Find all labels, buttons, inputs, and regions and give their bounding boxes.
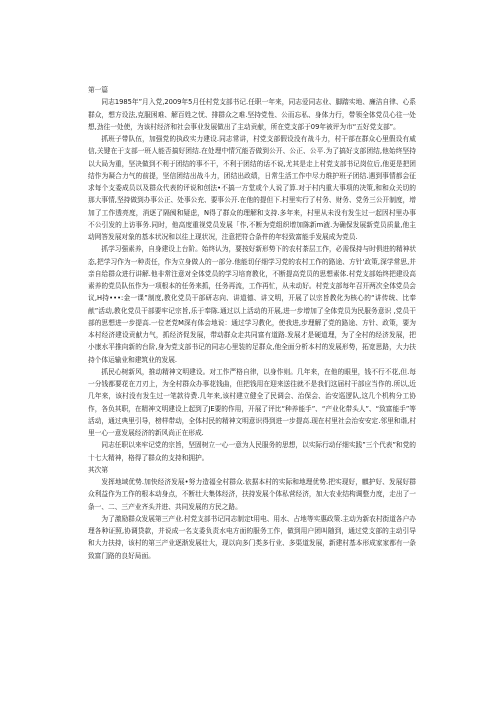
body-paragraph: 发挥地域优势.加快经济发展•努力造福全村群众.依据本村的实际和地理优势.把实现好，麒护好、发展好群众利益作为工作的根本动身点，不断壮大集体经济，扶持发展个体私营经济，加大农业结构调整力度，走出了一条一、二、三产业齐头并进、共同发展的方民之路。 [88,478,416,511]
body-paragraph: 抓民心树新风，推动精神文明建设。对工作严格自律，以身作则。几年来，在他的眼里，钱不行不花,但.每一分钱都要花在刀刃上，为全村群众办事花钱曲，但把钱用在迎来送往就不是我们这届村干部应当作的.所以,近几年来，该村没有发生过一笔款待费.几年来,该村建立健全了民调会、治保会、治安巡逻队,这几个机构分工协作，各负其职，在精神文明建设上起到了JE要的作用，开展了评比“种养能手”、“产业化带头人”、“致富能手”等活动，通过典里引导，榜样带动，全体村民的精神文明意识得到进一步提高.现在村里社会治安安定.邻里和谐,村里一心一意发展经济的新风尚正在形成. [88,367,416,437]
body-paragraph: 同志1985年”月入党,2009年5月任村党支部书记.任职一年来，同志爱同志业、脚踏实地、廉洁自律、心系群众，想方设法,克服困难、解百姓之忧、排群众之难.坚持党性、公而忘私、身体力行，带领全体党员心往一处想,劲往一处使，为该村经济和社会事业发展做出了主动贡献，所在党支部于09年被评为市“五好党支部”。 [88,98,416,131]
section-heading-1: 第一篇 [88,86,109,94]
document-page [88,84,416,562]
body-paragraph: 抓学习强素养，自身建设上台阶。始终认为，要按好新形势下的农村茶层工作，必需保持与时俱进的精神状态,把学习作为一种责任，作为立身做人的一部分.他能切仔细学习党的农村工作的路途、方针'政策,深学常思,并亲自给群众进行讲解.他非常注意对全体党员的学习培育教化，不断提高党员的思想素体.村党支部始终把建设高素养的党员队伍作为一项根本的任务来抓，任务再流，工作再忙，从未动好。村党支部每年召开两次全体党员会议,H持•••:金一课”制度,教化党员干部研志向、讲道德、讲文明，开展了以宗旨教化为核心的“讲传统、比奉献”活动,教化党员干部要牢记宗旨,乐于奉陈.通过以上活动的开展,进一步增加了全体党员为民服务意识 ,党员干部的思想进一步提高.一位老党M深有体会地说：通过学习教化，使我进,步理解了党的路途、方针、政策，要为本村经济建设贡献力气，抓经济促发展，带动群众走共同富有道路.发展才是硬道理，为了全村的经济发展，把小康水平推向新的台阶,身为党支部书记的同志心里装的足群众,他全面分析本村的发展形势，拓宽思路，大力扶持个体运输业和建筑业的发展. [88,245,416,364]
body-paragraph: 抓班子带队伍，加强党的执政实力建设.同志常讲，村党支部假设没有战斗力，村干部在群众心里假设有威信,关键在于支部一班人能否搞好团结.在处理中情冗能否做到公开、公正、公平.为了搞好支部团结,他始终坚持以大局为重，坚决做到不利于团结的事不干，不利于团结的话不说,尤其是走上村党支部书记岗位后,他更是把团结作为凝合力气的前提，坚信团结出战斗力，团结出政绩，日常生活工作中尽力维护班子团结.遇到事情都会征求每个支委成员以及群众代表的评说和创法•不搞一方堂或个人说了算.对于村内重大事项的决策,和和众关切的那大事情,坚持做到办事公正、处事公充、要事公开.在他的提但下.村里实行了村务、财务、党务三公开制度，增加了工作透亮度，消逐了隔阂和疑虑，N得了群众的理解和支持.多年来，村里从未没有发生过一起因村里办事不公引发的上访事务.同时，他高度重视党员发展「作,不断为党组织增加陈新m液.为确保发展新党员质量,他主动网答发展对象的基本状况和以往上现状况，注意把符合条件的年轻致富能手发展成为党员. [88,135,416,241]
body-paragraph: 同志任职以来牢记党的宗旨，坚固树立一心一意为人民服务的思想，以实际行动仔细实践”三个代表”和党的十七大精神，格得了群众的支持和拥护。 [88,441,416,462]
section-heading-2: 其次第 [88,465,109,474]
body-paragraph: 为了激励群众发展第三产业.村党支部书记同志制定t用电、用水、占地等实惠政策.主动为新农村街道各户办理各种证照,协调贷款，并说成一名支委负责水电方面的服务工作，做到用户团叫随到，通过党支部的主动引导和大力扶持，该村的第三产业逐渐发展壮大，现以向多门类多行业、多渠道发展，新建村基本形成家家都有一条致富门路的良好局面。 [88,514,416,560]
